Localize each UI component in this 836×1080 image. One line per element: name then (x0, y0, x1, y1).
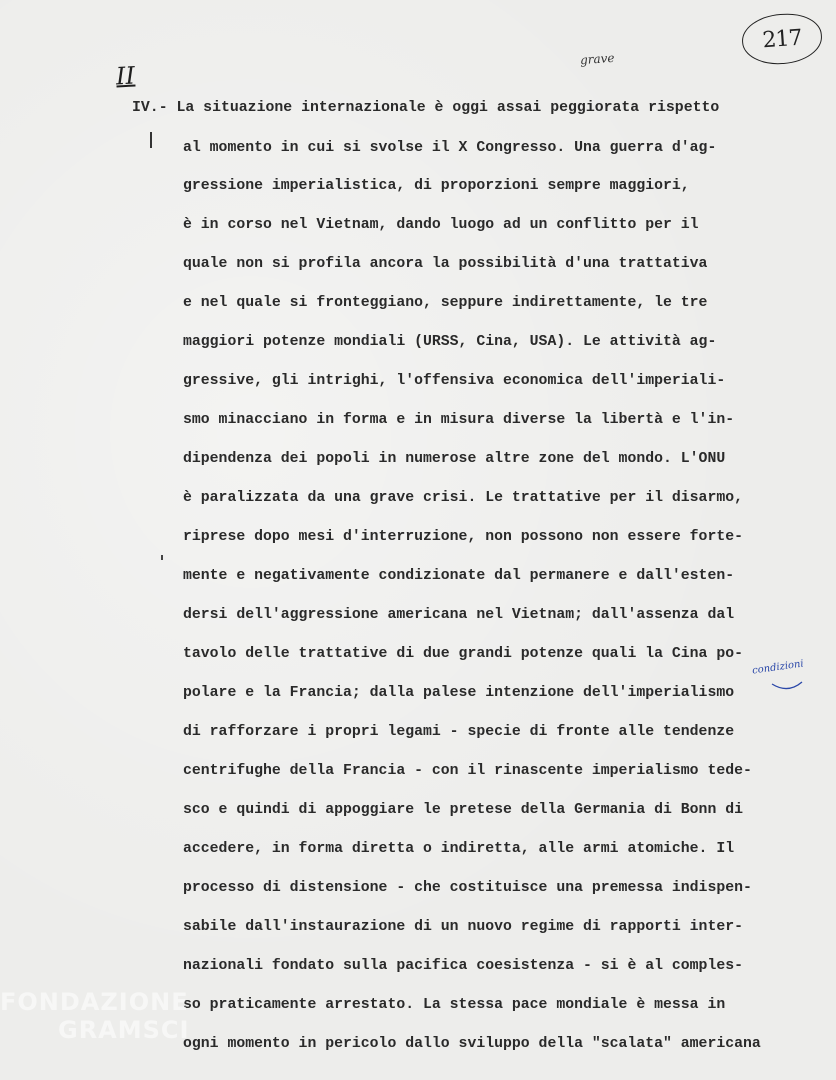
text-line: accedere, in forma diretta o indiretta, alle armi atomiche. Il (183, 841, 735, 857)
watermark-line-2: GRAMSCI (58, 1016, 190, 1044)
watermark-logo (0, 988, 200, 1044)
text-line: maggiori potenze mondiali (URSS, Cina, USA). Le attività ag- (183, 334, 717, 350)
watermark-line-1: FONDAZIONE (0, 988, 189, 1016)
text-line: gressive, gli intrighi, l'offensiva economica dell'imperiali- (183, 373, 726, 389)
text-line: quale non si profila ancora la possibilità d'una trattativa (183, 256, 708, 272)
text-line: sabile dall'instaurazione di un nuovo regime di rapporti inter- (183, 919, 744, 935)
text-line: al momento in cui si svolse il X Congresso. Una guerra d'ag- (183, 140, 717, 156)
text-line: dipendenza dei popoli in numerose altre zone del mondo. L'ONU (183, 451, 726, 467)
text-line: ogni momento in pericolo dallo sviluppo della "scalata" americana (183, 1036, 761, 1052)
text-line: mente e negativamente condizionate dal permanere e dall'esten- (183, 568, 735, 584)
text-line: sco e quindi di appoggiare le pretese della Germania di Bonn di (183, 802, 744, 818)
text-line: riprese dopo mesi d'interruzione, non possono non essere forte- (183, 529, 744, 545)
text-line: di rafforzare i propri legami - specie di fronte alle tendenze (183, 724, 735, 740)
handwritten-note: grave (579, 50, 615, 68)
margin-annotation: condizioni (751, 658, 805, 677)
margin-dot-mark (161, 555, 163, 560)
text-line: è in corso nel Vietnam, dando luogo ad un conflitto per il (183, 217, 699, 233)
section-mark: II (115, 61, 136, 91)
text-line: gressione imperialistica, di proporzioni sempre maggiori, (183, 178, 690, 194)
text-line: processo di distensione - che costituisce una premessa indispen- (183, 880, 752, 896)
page-number: 217 (740, 11, 823, 66)
text-line: nazionali fondato sulla pacifica coesistenza - si è al comples- (183, 958, 744, 974)
text-line: è paralizzata da una grave crisi. Le trattative per il disarmo, (183, 490, 744, 506)
margin-tick-mark (150, 132, 152, 148)
text-line: tavolo delle trattative di due grandi potenze quali la Cina po- (183, 646, 744, 662)
text-line: so praticamente arrestato. La stessa pace mondiale è messa in (183, 997, 726, 1013)
text-line: polare e la Francia; dalla palese intenzione dell'imperialismo (183, 685, 735, 701)
text-line: IV.- La situazione internazionale è oggi assai peggiorata rispetto (132, 100, 720, 116)
text-line: e nel quale si fronteggiano, seppure indirettamente, le tre (183, 295, 708, 311)
text-line: dersi dell'aggressione americana nel Vietnam; dall'assenza dal (183, 607, 735, 623)
text-line: centrifughe della Francia - con il rinascente imperialismo tede- (183, 763, 752, 779)
text-line: smo minacciano in forma e in misura diverse la libertà e l'in- (183, 412, 735, 428)
